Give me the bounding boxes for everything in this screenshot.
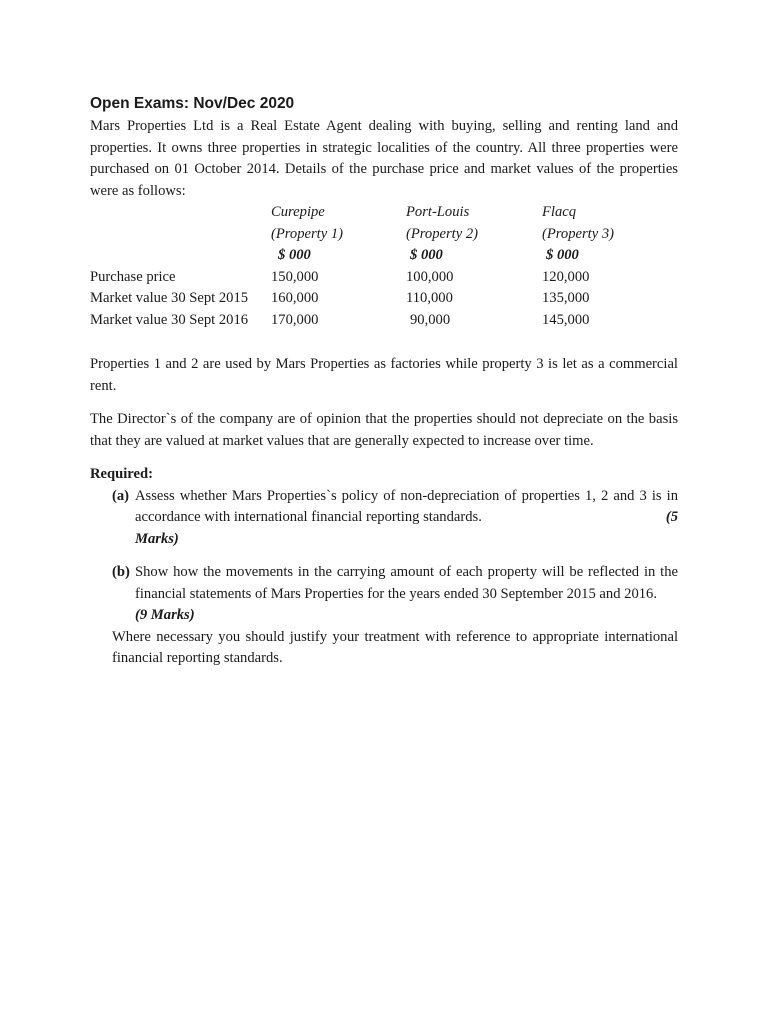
row-label: Purchase price: [90, 268, 176, 285]
question-b-label: (b): [112, 564, 130, 580]
table-cell: 120,000: [542, 268, 590, 285]
col-2-name: Port-Louis: [406, 204, 470, 220]
table-cell: 100,000: [406, 268, 454, 285]
question-b-text: Show how the movements in the carrying amount of each property will be reflected in the financial statements of Mars Properties for the years ended 30 September 2015 and 2016.: [135, 564, 678, 602]
row-label: Market value 30 Sept 2016: [90, 311, 249, 328]
table-cell: 170,000: [271, 311, 319, 328]
col-2-unit: $ 000: [410, 247, 443, 263]
row-label: Market value 30 Sept 2015: [90, 290, 249, 306]
col-1-name: Curepipe: [271, 204, 325, 220]
col-3-unit: $ 000: [546, 247, 579, 263]
col-3-sub: (Property 3): [542, 225, 614, 242]
table-cell: 90,000: [410, 311, 451, 328]
intro-paragraph: Mars Properties Ltd is a Real Estate Agent dealing with buying, selling and renting land and properties. It owns three properties in strategic localities of the country. All three properties were purchased on 01 October 2014. Details of the purchase price and market values of the properties were as follows:: [90, 118, 678, 199]
question-a-marks-open: (5: [665, 509, 678, 525]
closing-paragraph: Where necessary you should justify your treatment with reference to appropriate international financial reporting standards.: [112, 628, 678, 666]
question-b: [90, 562, 678, 627]
table-cell: 110,000: [406, 290, 453, 306]
question-a-text: Assess whether Mars Properties`s policy of non-depreciation of properties 1, 2 and 3 is in accordance with international financial reporting standards.: [135, 487, 678, 525]
question-a-label: (a): [112, 487, 130, 504]
col-3-name: Flacq: [542, 204, 577, 220]
col-2-sub: (Property 2): [406, 225, 478, 242]
table-cell: 135,000: [542, 290, 590, 306]
page-title: Open Exams: Nov/Dec 2020: [90, 95, 295, 112]
table-cell: 145,000: [542, 311, 590, 328]
table-cell: 150,000: [271, 268, 319, 285]
directors-opinion-paragraph: The Director`s of the company are of opinion that the properties should not depreciate on the basis that they are valued at market values that are generally expected to increase over time.: [90, 411, 678, 449]
usage-paragraph: Properties 1 and 2 are used by Mars Properties as factories while property 3 is let as a commercial rent.: [90, 356, 678, 394]
question-a: [90, 486, 678, 551]
required-heading: Required:: [90, 466, 153, 482]
question-a-marks-close: Marks): [135, 530, 179, 547]
col-1-unit: $ 000: [278, 247, 311, 263]
col-1-sub: (Property 1): [271, 225, 343, 242]
exam-page: [90, 94, 678, 670]
property-values-table: [90, 202, 678, 332]
question-b-marks: (9 Marks): [135, 607, 195, 623]
table-cell: 160,000: [271, 290, 319, 306]
